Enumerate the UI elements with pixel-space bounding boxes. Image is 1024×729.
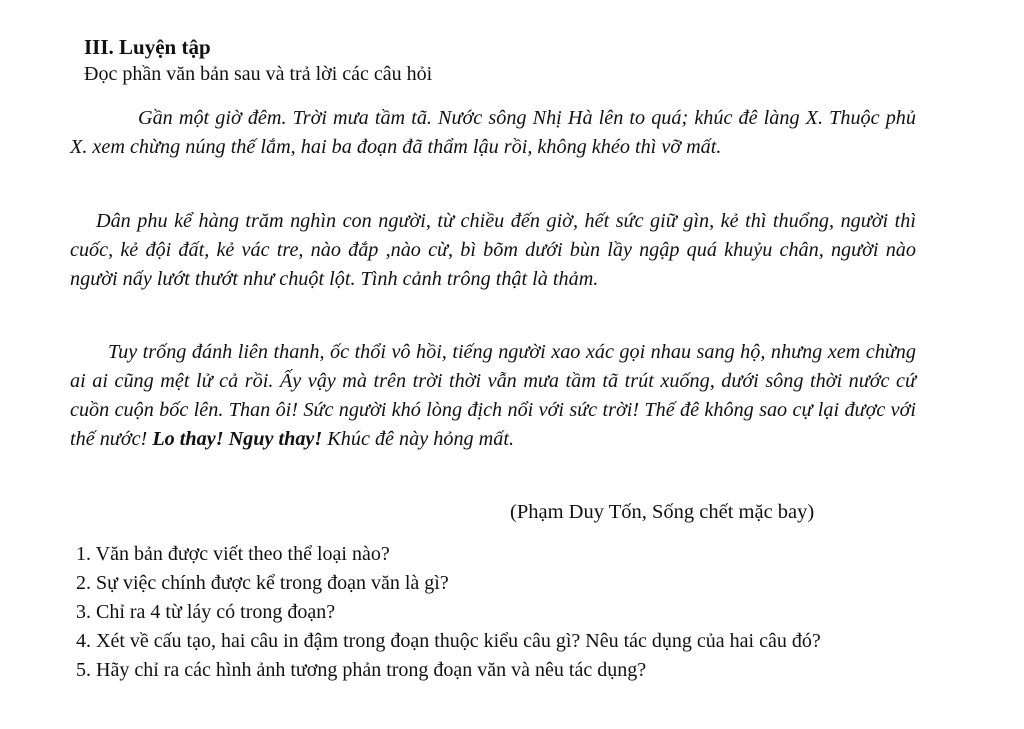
question-item-4: 4. Xét về cấu tạo, hai câu in đậm trong đoạn thuộc kiểu câu gì? Nêu tác dụng của hai câu đó? [76, 630, 821, 652]
question-item-3: 3. Chỉ ra 4 từ láy có trong đoạn? [76, 601, 336, 623]
passage-paragraph-3 [70, 338, 916, 454]
question-item-1: 1. Văn bản được viết theo thể loại nào? [76, 543, 390, 565]
question-item-2: 2. Sự việc chính được kể trong đoạn văn là gì? [76, 572, 449, 594]
question-item-5: 5. Hãy chỉ ra các hình ảnh tương phản trong đoạn văn và nêu tác dụng? [76, 659, 647, 681]
instruction-text: Đọc phần văn bản sau và trả lời các câu hỏi [84, 63, 433, 85]
passage-paragraph-2: Dân phu kể hàng trăm nghìn con người, từ chiều đến giờ, hết sức giữ gìn, kẻ thì thuổng, người thì cuốc, kẻ đội đất, kẻ vác tre, nào đắp ,nào cừ, bì bõm dưới bùn lầy ngập quá khuỷu chân, người nào người nấy lướt thướt như chuột lột. Tình cảnh trông thật là thảm. [70, 210, 916, 290]
question-list [76, 542, 926, 687]
passage-paragraph-1: Gần một giờ đêm. Trời mưa tầm tã. Nước sông Nhị Hà lên to quá; khúc đê làng X. Thuộc phủ X. xem chừng núng thế lắm, hai ba đoạn đã thẩm lậu rồi, không khéo thì vỡ mất. [70, 107, 916, 158]
passage-paragraph-3-end: Khúc đê này hỏng mất. [327, 428, 515, 450]
section-heading: III. Luyện tập [84, 35, 211, 59]
passage-paragraph-3-start: Tuy trống đánh liên thanh, ốc thổi vô hồi, tiếng người xao xác gọi nhau sang hộ, nhưng xem chừng ai ai cũng mệt lử cả rồi. Ấy vậy mà trên trời thời vẫn mưa tầm tã trút xuống, dưới sông thời nước cứ cuồn cuộn bốc lên. Than ôi! Sức người khó lòng địch nổi với sức trời! Thế đê không sao cự lại được với thế nước! [70, 341, 916, 450]
bold-sentences: Lo thay! Nguy thay! [152, 428, 323, 450]
source-citation: (Phạm Duy Tốn, Sống chết mặc bay) [510, 501, 815, 523]
